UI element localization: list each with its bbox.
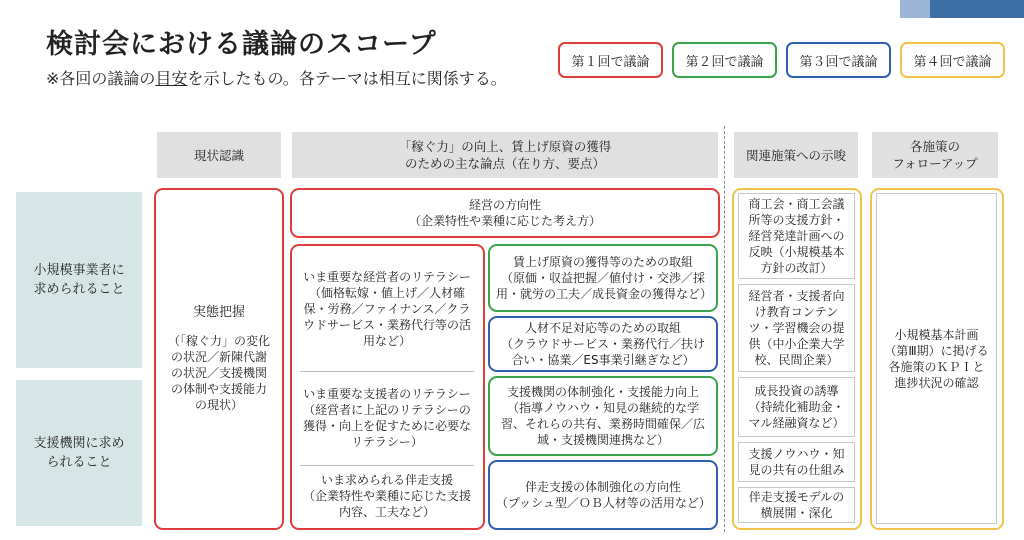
- initiative-support-capacity-title: 支援機関の体制強化・支援能力向上: [506, 385, 699, 399]
- legend-round-3: 第３回で議論: [786, 42, 891, 78]
- initiative-accompany-title: 伴走支援の体制強化の方向性: [524, 480, 681, 494]
- side-label-support-org: 支援機関に求められること: [16, 380, 142, 526]
- initiative-wage-box: [488, 244, 718, 312]
- literacy-box: [290, 244, 485, 530]
- supporter-literacy-title: いま重要な支援者のリテラシー: [303, 387, 471, 401]
- followup-box: [870, 188, 1004, 530]
- header-current-state: 現状認識: [157, 132, 281, 178]
- policy-box: [732, 188, 862, 530]
- management-title: 経営の方向性: [468, 198, 541, 212]
- management-direction-box: [290, 188, 720, 238]
- manager-literacy-cell: [294, 250, 480, 368]
- legend-round-2: 第２回で議論: [672, 42, 777, 78]
- management-body: （企業特性や業種に応じた考え方）: [408, 214, 601, 228]
- side-label-small-business: 小規模事業者に求められること: [16, 192, 142, 368]
- corner-accent: [930, 0, 1024, 18]
- header-followup-line2: フォローアップ: [892, 156, 978, 171]
- accompany-support-body: （企業特性や業種に応じた支援内容、工夫など）: [302, 489, 471, 519]
- initiative-staffing-title: 人材不足対応等のための取組: [524, 321, 681, 335]
- followup-item: 小規模基本計画（第Ⅲ期）に掲げる各施策のＫＰＩと進捗状況の確認: [876, 193, 997, 524]
- manager-literacy-title: いま重要な経営者のリテラシー: [303, 270, 471, 284]
- header-followup: [872, 132, 998, 178]
- supporter-literacy-cell: [294, 374, 480, 462]
- initiative-wage-title: 賃上げ原資の獲得等のための取組: [512, 255, 693, 269]
- current-state-title: 実態把握: [192, 305, 245, 320]
- subtitle-prefix: ※各回の議論の: [46, 69, 156, 88]
- header-policy: 関連施策への示唆: [734, 132, 858, 178]
- literacy-separator-2: [300, 465, 474, 466]
- initiative-staffing-body: （クラウドサービス・業務代行／扶け合い・協業／ES事業引継ぎなど）: [500, 337, 705, 367]
- accompany-support-title: いま求められる伴走支援: [320, 473, 453, 487]
- supporter-literacy-body: （経営者に上記のリテラシーの獲得・向上を促すために必要なリテラシー）: [302, 403, 471, 449]
- current-state-box: [154, 188, 284, 530]
- initiative-support-capacity-body: （指導ノウハウ・知見の継続的な学習、それらの共有、業務時間確保／広域・支援機関連携など）: [500, 401, 705, 447]
- policy-item-education: 経営者・支援者向け教育コンテンツ・学習機会の提供（中小企業大学校、民間企業）: [738, 284, 855, 372]
- subtitle-underlined: 目安: [155, 69, 188, 88]
- header-followup-line1: 各施策の: [909, 139, 960, 154]
- header-issues-line1: 「稼ぐ力」の向上、賃上げ原資の獲得: [398, 139, 612, 154]
- header-issues-line2: のための主な論点（在り方、要点）: [404, 156, 605, 171]
- page-subtitle: [46, 66, 507, 89]
- divider-dashed: [724, 126, 725, 532]
- corner-accent-light: [900, 0, 930, 18]
- literacy-separator-1: [300, 371, 474, 372]
- accompany-support-cell: [294, 468, 480, 524]
- initiative-wage-body: （原価・収益把握／値付け・交渉／採用・就労の工夫／成長資金の獲得など）: [496, 271, 713, 301]
- policy-item-model: 伴走支援モデルの横展開・深化: [738, 487, 855, 523]
- legend-round-4: 第４回で議論: [900, 42, 1005, 78]
- policy-item-guidelines: 商工会・商工会議所等の支援方針・経営発達計画への反映（小規模基本方針の改訂）: [738, 193, 855, 279]
- legend-round-1: 第１回で議論: [558, 42, 663, 78]
- initiative-accompany-body: （プッシュ型／ＯＢ人材等の活用など）: [496, 496, 711, 510]
- page-title: 検討会における議論のスコープ: [46, 29, 437, 60]
- policy-item-investment: 成長投資の誘導（持続化補助金・マル経融資など）: [738, 377, 855, 437]
- current-state-body: （「稼ぐ力」の変化の状況／新陳代謝の状況／支援機関の体制や支援能力の現状）: [167, 334, 270, 412]
- initiative-accompany-box: [488, 460, 718, 530]
- policy-item-knowhow: 支援ノウハウ・知見の共有の仕組み: [738, 442, 855, 482]
- initiative-staffing-box: [488, 316, 718, 372]
- manager-literacy-body: （価格転嫁・値上げ／人材確保・労務／ファイナンス／クラウドサービス・業務代行等の活用など）: [302, 286, 471, 348]
- initiative-support-capacity-box: [488, 376, 718, 456]
- subtitle-suffix: を示したもの。各テーマは相互に関係する。: [187, 69, 507, 88]
- header-issues: [292, 132, 718, 178]
